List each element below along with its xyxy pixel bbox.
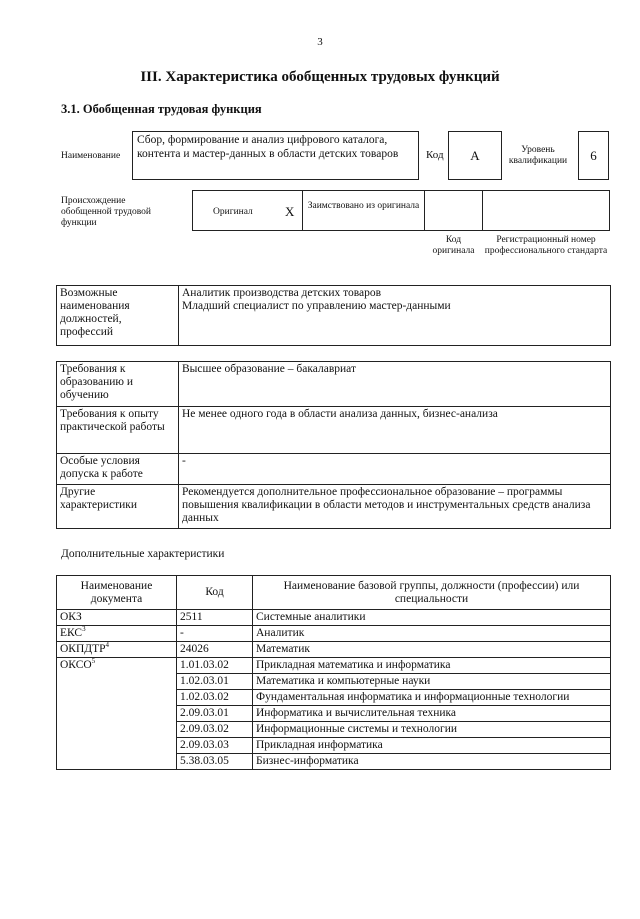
- name-cell: Информационные системы и технологии: [253, 722, 611, 738]
- name-cell: Аналитик: [253, 626, 611, 642]
- page-number: 3: [317, 36, 323, 48]
- name-cell: Бизнес-информатика: [253, 754, 611, 770]
- doc-cell: ОКЗ: [57, 610, 177, 626]
- additional-title: Дополнительные характеристики: [61, 548, 225, 560]
- name-cell: Математик: [253, 642, 611, 658]
- positions-label: Возможные наименования должностей, профессий: [57, 286, 179, 346]
- level-value: 6: [590, 147, 597, 163]
- function-name-value: Сбор, формирование и анализ цифрового каталога, контента и мастер-данных в области детских товаров: [137, 134, 399, 160]
- section-title: III. Характеристика обобщенных трудовых функций: [140, 69, 500, 85]
- code-cell: 1.02.03.02: [177, 690, 253, 706]
- code-cell: 1.01.03.02: [177, 658, 253, 674]
- col-header-name: Наименование базовой группы, должности (профессии) или специальности: [253, 576, 611, 610]
- positions-table: [56, 285, 611, 346]
- doc-cell: ОКСО$^5$: [57, 658, 177, 770]
- borrowed-label: Заимствовано из оригинала: [307, 201, 420, 211]
- caption-original-code: Код оригинала: [432, 235, 475, 256]
- registration-number-box: [482, 190, 610, 231]
- code-cell: 2.09.03.03: [177, 738, 253, 754]
- requirement-value: -: [179, 454, 611, 485]
- requirement-label: Другие характеристики: [57, 485, 179, 529]
- position-item: Аналитик производства детских товаров: [182, 287, 382, 299]
- code-value: A: [470, 147, 480, 163]
- code-label: Код: [426, 149, 444, 161]
- requirement-value: Рекомендуется дополнительное профессиональное образование – программы повышения квалификации в области методов и инструментальных средств анализа данных: [179, 485, 611, 529]
- name-cell: Прикладная математика и информатика: [253, 658, 611, 674]
- level-label: Уровень квалификации: [508, 145, 568, 166]
- table-row: [57, 658, 611, 674]
- table-row: [57, 626, 611, 642]
- requirement-value: Не менее одного года в области анализа данных, бизнес-анализа: [179, 407, 611, 454]
- doc-cell: ОКПДТР$^4$: [57, 642, 177, 658]
- code-cell: -: [177, 626, 253, 642]
- position-item: Младший специалист по управлению мастер-данными: [182, 300, 451, 312]
- borrowed-box: [302, 190, 425, 231]
- table-row: [57, 610, 611, 626]
- positions-values: [179, 286, 611, 346]
- original-code-box: [424, 190, 483, 231]
- code-cell: 24026: [177, 642, 253, 658]
- code-cell: 2511: [177, 610, 253, 626]
- requirement-value: Высшее образование – бакалавриат: [179, 362, 611, 407]
- requirement-label: Требования к образованию и обучению: [57, 362, 179, 407]
- name-cell: Математика и компьютерные науки: [253, 674, 611, 690]
- subsection-title: 3.1. Обобщенная трудовая функция: [61, 102, 262, 116]
- original-label: Оригинал: [213, 207, 253, 217]
- name-label: Наименование: [61, 151, 121, 161]
- name-cell: Прикладная информатика: [253, 738, 611, 754]
- level-value-box: [578, 131, 609, 180]
- name-cell: Системные аналитики: [253, 610, 611, 626]
- doc-cell: ЕКС$^3$: [57, 626, 177, 642]
- code-cell: 2.09.03.02: [177, 722, 253, 738]
- col-header-code: Код: [177, 576, 253, 610]
- code-cell: 5.38.03.05: [177, 754, 253, 770]
- code-value-box: [448, 131, 502, 180]
- requirement-label: Особые условия допуска к работе: [57, 454, 179, 485]
- function-name-box: [132, 131, 419, 180]
- col-header-document: Наименование документа: [57, 576, 177, 610]
- caption-registration-number: Регистрационный номер профессионального стандарта: [484, 235, 608, 256]
- code-cell: 2.09.03.01: [177, 706, 253, 722]
- original-box: [192, 190, 303, 231]
- name-cell: Фундаментальная информатика и информационные технологии: [253, 690, 611, 706]
- additional-table: [56, 575, 611, 770]
- requirements-table: [56, 361, 611, 529]
- code-cell: 1.02.03.01: [177, 674, 253, 690]
- table-row: [57, 642, 611, 658]
- table-header-row: [57, 576, 611, 610]
- original-mark: X: [285, 204, 295, 219]
- name-cell: Информатика и вычислительная техника: [253, 706, 611, 722]
- requirement-label: Требования к опыту практической работы: [57, 407, 179, 454]
- origin-label: Происхождение обобщенной трудовой функции: [61, 196, 151, 228]
